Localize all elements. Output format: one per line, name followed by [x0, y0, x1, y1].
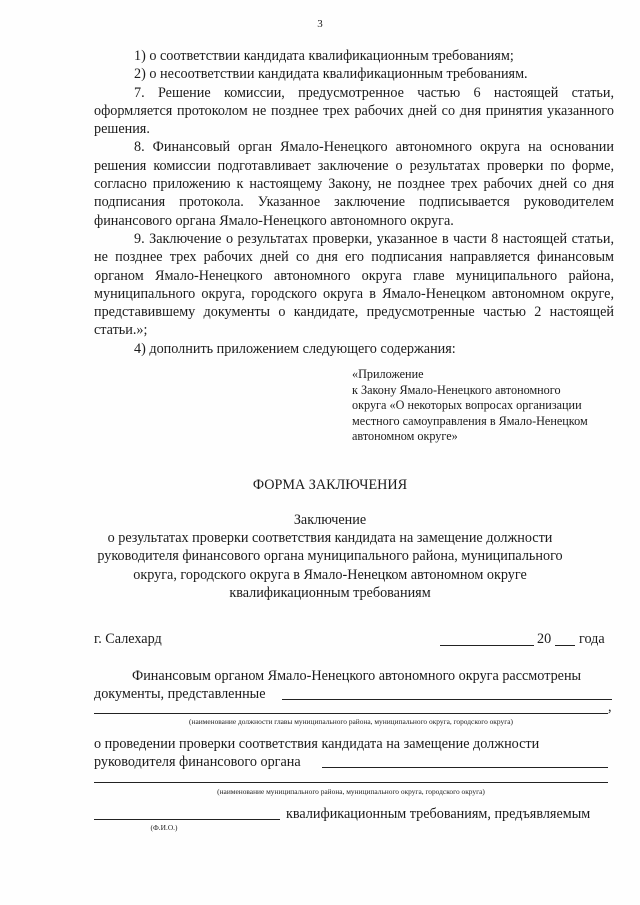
caption-head-position: (наименование должности главы муниципального района, муниципального округа, городского округа): [189, 717, 513, 726]
municipality-field[interactable]: [94, 782, 608, 783]
head-position-field[interactable]: [94, 713, 608, 714]
paragraph-part-7: 7. Решение комиссии, предусмотренное частью 6 настоящей статьи, оформляется протоколом не позднее трех рабочих дней со дня принятия указанного решения.: [94, 84, 614, 138]
paragraph-item-1: 1) о соответствии кандидата квалификационным требованиям;: [134, 48, 514, 64]
comma: ,: [608, 699, 612, 715]
candidate-fio-field[interactable]: [94, 819, 280, 820]
appendix-line: местного самоуправления в Ямало-Ненецком: [352, 413, 588, 428]
conclusion-subtitle: [60, 529, 600, 602]
year-field[interactable]: [555, 645, 575, 646]
form-body-line: квалификационным требованиям, предъявляемым: [286, 806, 591, 822]
appendix-line: «Приложение: [352, 367, 424, 381]
submitted-by-field[interactable]: [282, 699, 612, 700]
caption-municipality: (наименование муниципального района, муниципального округа, городского округа): [217, 787, 485, 796]
year-suffix: года: [579, 631, 605, 647]
city-label: г. Салехард: [94, 631, 162, 647]
caption-fio: (Ф.И.О.): [150, 823, 178, 832]
year-prefix: 20: [537, 631, 552, 647]
subtitle-line: руководителя финансового органа муниципального района, муниципального: [97, 548, 563, 565]
paragraph-part-9: 9. Заключение о результатах проверки, указанное в части 8 настоящей статьи, не позднее трех рабочих дней со дня его подписания направляется финансовым органом Ямало-Ненецкого автономного округа главе муниципального района, муниципального округа, городского округа в Ямало-Ненецком автономном округе, представившему документы о кандидате, предусмотренные частью 2 настоящей статьи.»;: [94, 230, 614, 339]
page-number: 3: [317, 18, 323, 30]
paragraph-item-2: 2) о несоответствии кандидата квалификационным требованиям.: [134, 66, 528, 83]
form-body-line: Финансовым органом Ямало-Ненецкого автономного округа рассмотрены: [132, 668, 582, 684]
form-body-paragraph: [94, 735, 614, 753]
subtitle-line: округа, городского округа в Ямало-Ненецком автономном округе: [133, 566, 527, 583]
form-body-line: документы, представленные: [94, 686, 266, 702]
date-day-month-field[interactable]: [440, 645, 534, 646]
form-body-line: руководителя финансового органа: [94, 754, 301, 770]
subtitle-line: квалификационным требованиям: [229, 584, 431, 601]
paragraph-item-4: 4) дополнить приложением следующего содержания:: [134, 340, 456, 357]
form-title: ФОРМА ЗАКЛЮЧЕНИЯ: [252, 477, 408, 493]
law-text-block: [94, 47, 614, 358]
appendix-line: округа «О некоторых вопросах организации: [352, 398, 582, 412]
appendix-line: к Закону Ямало-Ненецкого автономного: [352, 382, 561, 397]
conclusion-heading: Заключение: [293, 512, 367, 528]
paragraph-part-8: 8. Финансовый орган Ямало-Ненецкого автономного округа на основании решения комиссии подготавливает заключение о результатах проверки по форме, согласно приложению к настоящему Закону, не позднее трех рабочих дней со дня подписания протокола. Указанное заключение подписывается руководителем финансового органа Ямало-Ненецкого автономного округа.: [94, 139, 614, 229]
form-body-line: о проведении проверки соответствия кандидата на замещение должности: [94, 736, 540, 752]
appendix-header: [352, 367, 622, 445]
subtitle-line: о результатах проверки соответствия кандидата на замещение должности: [107, 530, 553, 546]
finance-head-field[interactable]: [322, 767, 608, 768]
appendix-line: автономном округе»: [352, 429, 458, 443]
